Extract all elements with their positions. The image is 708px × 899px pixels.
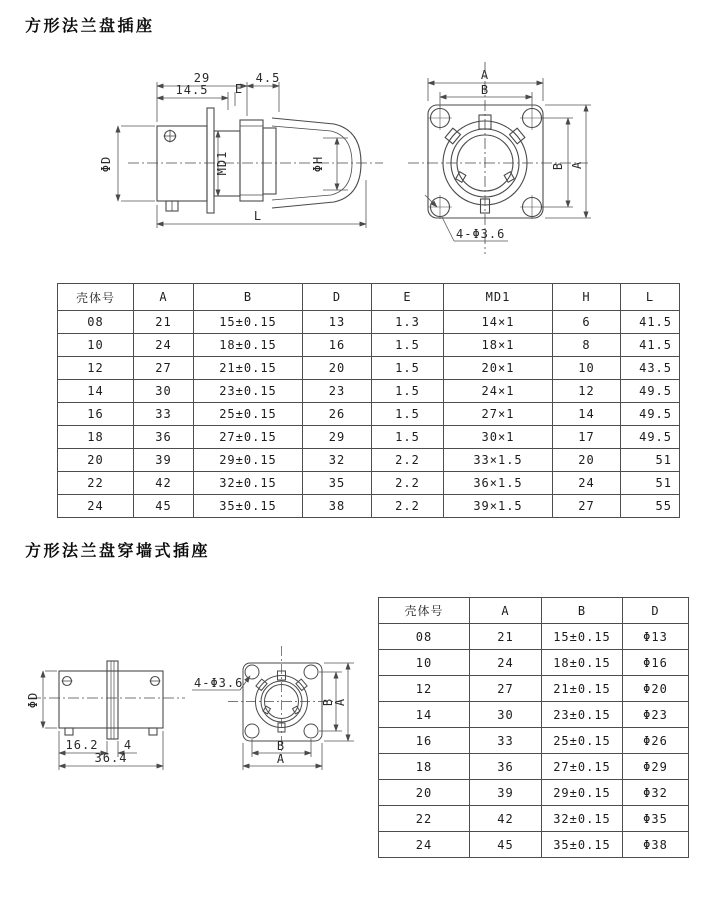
table-row bbox=[58, 334, 680, 357]
table-cell: 15±0.15 bbox=[542, 624, 623, 650]
column-header: B bbox=[542, 598, 623, 624]
table-cell: 12 bbox=[379, 676, 470, 702]
table-cell: 18 bbox=[58, 426, 134, 449]
dim-label-b-bottom: B bbox=[276, 739, 286, 753]
table-cell: 12 bbox=[58, 357, 134, 380]
dim-label-36-4: 36.4 bbox=[94, 751, 128, 765]
table-cell: 39×1.5 bbox=[444, 495, 553, 518]
table-cell: Φ38 bbox=[623, 832, 689, 858]
wall-through-front-view-drawing bbox=[190, 636, 375, 786]
table-cell: 35±0.15 bbox=[542, 832, 623, 858]
table-cell: 14×1 bbox=[444, 311, 553, 334]
column-header: 壳体号 bbox=[58, 284, 134, 311]
table-cell: Φ29 bbox=[623, 754, 689, 780]
dim-label-phi-d: ΦD bbox=[99, 155, 113, 173]
socket-front-view-drawing bbox=[405, 56, 600, 256]
table-cell: 49.5 bbox=[621, 426, 680, 449]
section1-title: 方形法兰盘插座 bbox=[25, 18, 155, 35]
table-cell: 25±0.15 bbox=[194, 403, 303, 426]
dim-label-b-right: B bbox=[321, 697, 335, 707]
dim-label-phi-h: ΦH bbox=[311, 155, 325, 173]
flange-plate bbox=[107, 661, 118, 739]
table-cell: 30 bbox=[470, 702, 542, 728]
table-row bbox=[58, 311, 680, 334]
table-cell: 32±0.15 bbox=[194, 472, 303, 495]
dim-label-a-top: A bbox=[480, 68, 490, 82]
table-cell: 14 bbox=[553, 403, 621, 426]
table-cell: 18±0.15 bbox=[194, 334, 303, 357]
table-cell: 2.2 bbox=[372, 449, 444, 472]
column-header: H bbox=[553, 284, 621, 311]
table-cell: 2.2 bbox=[372, 495, 444, 518]
mounting-hole bbox=[304, 724, 318, 738]
table-cell: Φ16 bbox=[623, 650, 689, 676]
connector-body-outline bbox=[128, 108, 383, 213]
table-cell: 29±0.15 bbox=[542, 780, 623, 806]
column-header: MD1 bbox=[444, 284, 553, 311]
table-row bbox=[379, 806, 689, 832]
table-cell: 41.5 bbox=[621, 334, 680, 357]
table-row bbox=[58, 449, 680, 472]
table-header-row bbox=[379, 598, 689, 624]
table-cell: 21 bbox=[470, 624, 542, 650]
dim-label-l: L bbox=[253, 209, 263, 223]
table-cell: 45 bbox=[470, 832, 542, 858]
table-cell: 20 bbox=[58, 449, 134, 472]
dim-label-4-5: 4.5 bbox=[255, 71, 281, 85]
table-cell: 1.5 bbox=[372, 426, 444, 449]
column-header: 壳体号 bbox=[379, 598, 470, 624]
table-cell: 27±0.15 bbox=[542, 754, 623, 780]
table-cell: 10 bbox=[379, 650, 470, 676]
table-cell: 49.5 bbox=[621, 403, 680, 426]
table-row bbox=[58, 357, 680, 380]
wall-through-side-view-drawing bbox=[25, 648, 190, 783]
column-header: B bbox=[194, 284, 303, 311]
table-cell: 10 bbox=[553, 357, 621, 380]
dim-label-4: 4 bbox=[123, 738, 133, 752]
column-header: L bbox=[621, 284, 680, 311]
table-cell: 36×1.5 bbox=[444, 472, 553, 495]
table-cell: 42 bbox=[134, 472, 194, 495]
dim-label-16-2: 16.2 bbox=[65, 738, 99, 752]
table-cell: 55 bbox=[621, 495, 680, 518]
table-cell: 24×1 bbox=[444, 380, 553, 403]
table-row bbox=[379, 624, 689, 650]
table-cell: 08 bbox=[58, 311, 134, 334]
table-cell: 39 bbox=[134, 449, 194, 472]
socket-side-view-drawing bbox=[98, 60, 388, 238]
table-cell: 45 bbox=[134, 495, 194, 518]
table-cell: 16 bbox=[303, 334, 372, 357]
dimension-lines bbox=[118, 82, 366, 228]
table-cell: 33 bbox=[470, 728, 542, 754]
table-cell: 1.3 bbox=[372, 311, 444, 334]
table-cell: 49.5 bbox=[621, 380, 680, 403]
table-cell: 10 bbox=[58, 334, 134, 357]
table-cell: 08 bbox=[379, 624, 470, 650]
holes-callout-label: 4-Φ3.6 bbox=[194, 676, 244, 690]
table-cell: 27×1 bbox=[444, 403, 553, 426]
table-cell: 51 bbox=[621, 449, 680, 472]
table-cell: 32±0.15 bbox=[542, 806, 623, 832]
table-cell: 13 bbox=[303, 311, 372, 334]
table-cell: 6 bbox=[553, 311, 621, 334]
mounting-hole bbox=[245, 665, 259, 679]
column-header: A bbox=[470, 598, 542, 624]
mounting-hole bbox=[304, 665, 318, 679]
dim-label-29: 29 bbox=[193, 71, 211, 85]
table-cell: 20 bbox=[303, 357, 372, 380]
table-row bbox=[379, 754, 689, 780]
table-cell: Φ32 bbox=[623, 780, 689, 806]
table-row bbox=[58, 380, 680, 403]
table-cell: 32 bbox=[303, 449, 372, 472]
table-cell: 8 bbox=[553, 334, 621, 357]
table-cell: 14 bbox=[379, 702, 470, 728]
table-cell: 24 bbox=[134, 334, 194, 357]
table-cell: 21 bbox=[134, 311, 194, 334]
table-row bbox=[379, 676, 689, 702]
table-cell: 27 bbox=[470, 676, 542, 702]
table-cell: 18×1 bbox=[444, 334, 553, 357]
table-cell: 36 bbox=[470, 754, 542, 780]
table-cell: 21±0.15 bbox=[194, 357, 303, 380]
table-row bbox=[58, 403, 680, 426]
table-cell: 20 bbox=[379, 780, 470, 806]
column-header: A bbox=[134, 284, 194, 311]
dim-label-a-bottom: A bbox=[276, 752, 286, 766]
dim-label-md1: MD1 bbox=[215, 150, 229, 176]
table-cell: 17 bbox=[553, 426, 621, 449]
flange-outline bbox=[408, 62, 588, 254]
table-cell: 1.5 bbox=[372, 380, 444, 403]
table-cell: Φ13 bbox=[623, 624, 689, 650]
table-cell: 16 bbox=[58, 403, 134, 426]
table-cell: 36 bbox=[134, 426, 194, 449]
table-row bbox=[379, 832, 689, 858]
table-cell: Φ26 bbox=[623, 728, 689, 754]
table-cell: 33 bbox=[134, 403, 194, 426]
table-cell: 22 bbox=[58, 472, 134, 495]
table-cell: 14 bbox=[58, 380, 134, 403]
table-cell: 39 bbox=[470, 780, 542, 806]
column-header: D bbox=[303, 284, 372, 311]
holes-callout-label: 4-Φ3.6 bbox=[456, 227, 506, 241]
body-outline bbox=[30, 661, 185, 739]
table-cell: 24 bbox=[379, 832, 470, 858]
table-cell: 27 bbox=[134, 357, 194, 380]
table-cell: 20×1 bbox=[444, 357, 553, 380]
table-cell: 29 bbox=[303, 426, 372, 449]
dim-label-phi-d: ΦD bbox=[26, 691, 40, 709]
table-row bbox=[379, 650, 689, 676]
table-row bbox=[58, 495, 680, 518]
section2-title: 方形法兰盘穿墙式插座 bbox=[25, 543, 211, 560]
table-row bbox=[58, 472, 680, 495]
table-cell: 1.5 bbox=[372, 357, 444, 380]
column-header: D bbox=[623, 598, 689, 624]
table-cell: 18 bbox=[379, 754, 470, 780]
table-cell: 38 bbox=[303, 495, 372, 518]
table-cell: 1.5 bbox=[372, 334, 444, 357]
table-cell: 21±0.15 bbox=[542, 676, 623, 702]
table-cell: 24 bbox=[553, 472, 621, 495]
table-row bbox=[58, 426, 680, 449]
dim-label-14-5: 14.5 bbox=[175, 83, 209, 97]
table-cell: 27±0.15 bbox=[194, 426, 303, 449]
table-header-row bbox=[58, 284, 680, 311]
table-cell: 26 bbox=[303, 403, 372, 426]
table-cell: 12 bbox=[553, 380, 621, 403]
table-row bbox=[379, 780, 689, 806]
table-cell: 41.5 bbox=[621, 311, 680, 334]
table-cell: 35±0.15 bbox=[194, 495, 303, 518]
dimension-lines bbox=[425, 78, 591, 241]
table-cell: 15±0.15 bbox=[194, 311, 303, 334]
table-cell: 33×1.5 bbox=[444, 449, 553, 472]
table-row bbox=[379, 728, 689, 754]
dim-label-a-right: A bbox=[333, 697, 347, 707]
table-cell: 30×1 bbox=[444, 426, 553, 449]
wall-through-dimensions-table bbox=[378, 597, 689, 858]
dim-label-e: E bbox=[234, 82, 244, 96]
table-cell: 24 bbox=[470, 650, 542, 676]
mounting-hole bbox=[245, 724, 259, 738]
table-cell: 23±0.15 bbox=[194, 380, 303, 403]
socket-dimensions-table bbox=[57, 283, 680, 518]
table-cell: 24 bbox=[58, 495, 134, 518]
table-cell: 22 bbox=[379, 806, 470, 832]
table-cell: 20 bbox=[553, 449, 621, 472]
dim-label-a-right: A bbox=[570, 160, 584, 170]
table-cell: 2.2 bbox=[372, 472, 444, 495]
dim-label-b-right: B bbox=[551, 161, 565, 171]
table-cell: 30 bbox=[134, 380, 194, 403]
table-cell: 51 bbox=[621, 472, 680, 495]
dim-label-b-top: B bbox=[480, 83, 490, 97]
table-cell: Φ35 bbox=[623, 806, 689, 832]
table-row bbox=[379, 702, 689, 728]
table-cell: 25±0.15 bbox=[542, 728, 623, 754]
table-cell: Φ20 bbox=[623, 676, 689, 702]
table-cell: 43.5 bbox=[621, 357, 680, 380]
table-cell: 16 bbox=[379, 728, 470, 754]
table-cell: 27 bbox=[553, 495, 621, 518]
table-cell: 29±0.15 bbox=[194, 449, 303, 472]
table-cell: 18±0.15 bbox=[542, 650, 623, 676]
table-cell: 42 bbox=[470, 806, 542, 832]
column-header: E bbox=[372, 284, 444, 311]
table-cell: 23 bbox=[303, 380, 372, 403]
table-cell: Φ23 bbox=[623, 702, 689, 728]
table-cell: 1.5 bbox=[372, 403, 444, 426]
table-cell: 23±0.15 bbox=[542, 702, 623, 728]
table-cell: 35 bbox=[303, 472, 372, 495]
